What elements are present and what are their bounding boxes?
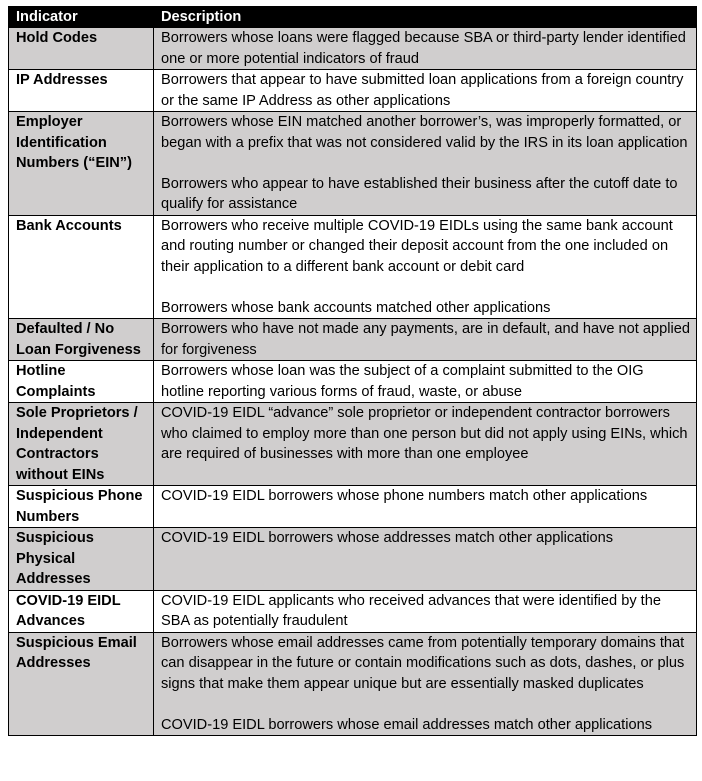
table-row bbox=[9, 632, 697, 736]
description-cell bbox=[154, 403, 697, 486]
description-cell bbox=[154, 632, 697, 736]
table-header-row bbox=[9, 7, 697, 28]
indicator-cell: Hold Codes bbox=[9, 28, 154, 70]
description-paragraph: COVID-19 EIDL borrowers whose addresses match other applications bbox=[161, 530, 614, 546]
description-paragraph: Borrowers whose loans were flagged because SBA or third-party lender identified one or more potential indicators of fraud bbox=[161, 30, 686, 67]
table-row bbox=[9, 528, 697, 591]
description-cell bbox=[154, 361, 697, 403]
description-paragraph: Borrowers who receive multiple COVID-19 EIDLs using the same bank account and routing number or changed their deposit account from the one included on their application to a different bank account or debit card bbox=[161, 217, 673, 275]
table-row bbox=[9, 403, 697, 486]
header-description: Description bbox=[154, 7, 697, 28]
description-paragraph: COVID-19 EIDL “advance” sole proprietor or independent contractor borrowers who claimed to employ more than one person but did not apply using EINs, which are required of businesses with more than one employee bbox=[161, 405, 688, 462]
indicator-cell: Sole Proprietors / Independent Contractors without EINs bbox=[9, 403, 154, 486]
table-body bbox=[9, 28, 697, 736]
table-row bbox=[9, 28, 697, 70]
indicator-cell: Bank Accounts bbox=[9, 215, 154, 319]
table-row bbox=[9, 112, 697, 216]
table-row bbox=[9, 319, 697, 361]
description-cell bbox=[154, 486, 697, 528]
fraud-indicator-table bbox=[8, 6, 697, 736]
description-cell bbox=[154, 590, 697, 632]
description-paragraph: COVID-19 EIDL applicants who received advances that were identified by the SBA as potentially fraudulent bbox=[161, 592, 661, 629]
indicator-cell: COVID-19 EIDL Advances bbox=[9, 590, 154, 632]
description-paragraph: Borrowers who have not made any payments, are in default, and have not applied for forgiveness bbox=[161, 321, 690, 358]
indicator-cell: Suspicious Physical Addresses bbox=[9, 528, 154, 591]
table-row bbox=[9, 486, 697, 528]
description-paragraph: Borrowers whose loan was the subject of a complaint submitted to the OIG hotline reporting various forms of fraud, waste, or abuse bbox=[161, 363, 644, 400]
header-indicator: Indicator bbox=[9, 7, 154, 28]
description-cell bbox=[154, 28, 697, 70]
description-cell bbox=[154, 112, 697, 216]
description-paragraph: Borrowers whose bank accounts matched other applications bbox=[161, 299, 551, 316]
table-row bbox=[9, 215, 697, 319]
description-paragraph: COVID-19 EIDL borrowers whose email addresses match other applications bbox=[161, 716, 652, 733]
description-cell bbox=[154, 70, 697, 112]
description-paragraph: Borrowers whose EIN matched another borrower’s, was improperly formatted, or began with a prefix that was not considered valid by the IRS in its loan application bbox=[161, 114, 688, 151]
table-row bbox=[9, 590, 697, 632]
description-paragraph: COVID-19 EIDL borrowers whose phone numbers match other applications bbox=[161, 488, 648, 504]
description-paragraph: Borrowers whose email addresses came from potentially temporary domains that can disappear in the future or contain modifications such as dots, dashes, or plus signs that make them appear unique but are essentially masked duplicates bbox=[161, 634, 685, 692]
indicator-cell: Suspicious Email Addresses bbox=[9, 632, 154, 736]
description-paragraph: Borrowers that appear to have submitted loan applications from a foreign country or the same IP Address as other applications bbox=[161, 72, 684, 109]
description-paragraph: Borrowers who appear to have established their business after the cutoff date to qualify for assistance bbox=[161, 175, 678, 212]
table-row bbox=[9, 70, 697, 112]
description-cell bbox=[154, 215, 697, 319]
indicator-cell: Hotline Complaints bbox=[9, 361, 154, 403]
indicator-cell: Employer Identification Numbers (“EIN”) bbox=[9, 112, 154, 216]
indicator-cell: Defaulted / No Loan Forgiveness bbox=[9, 319, 154, 361]
indicator-cell: IP Addresses bbox=[9, 70, 154, 112]
description-cell bbox=[154, 319, 697, 361]
table-row bbox=[9, 361, 697, 403]
fraud-indicator-table-container bbox=[8, 6, 696, 736]
description-cell bbox=[154, 528, 697, 591]
indicator-cell: Suspicious Phone Numbers bbox=[9, 486, 154, 528]
